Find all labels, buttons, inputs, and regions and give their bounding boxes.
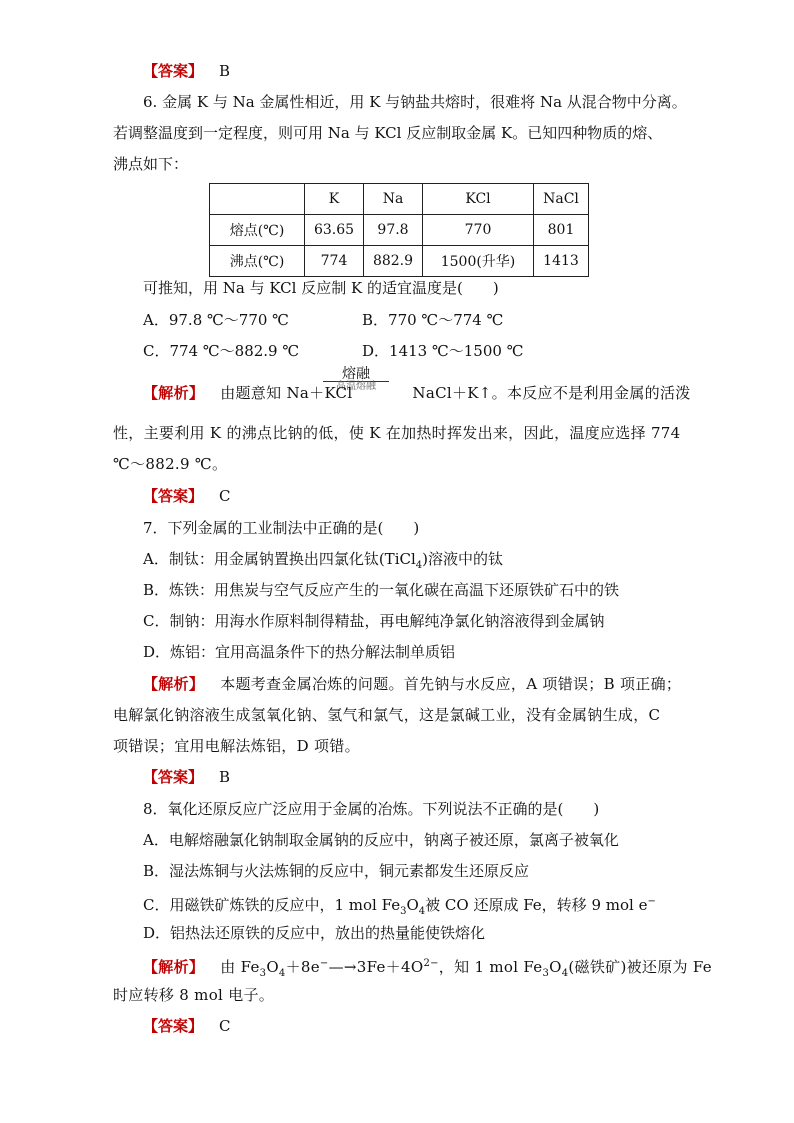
option-b: B．炼铁：用焦炭与空气反应产生的一氧化碳在高温下还原铁矿石中的铁 [143,581,620,599]
table-cell: 1413 [534,246,589,277]
analysis-6-line-3: ℃～882.9 ℃。 [113,455,228,473]
question-6-text: 6. 金属 K 与 Na 金属性相近，用 K 与钠盐共熔时，很难将 Na 从混合物中分离。 [143,93,687,111]
option-a [143,548,503,577]
option-text: O [406,896,419,914]
analysis-text: (磁铁矿)被还原为 Fe [568,958,712,976]
option-text: )溶液中的钛 [422,550,503,568]
analysis-text: NaCl＋K↑。本反应不是利用金属的活泼 [412,384,691,402]
table-row [210,246,589,277]
analysis-7-line-1 [143,673,681,695]
option-d: D．1413 ℃～1500 ℃ [362,342,524,360]
superscript: − [647,896,656,907]
question-6-stem: 可推知，用 Na 与 KCl 反应制 K 的适宜温度是( ) [143,279,499,297]
option-c: C．制钠：用海水作原料制得精盐，再电解纯净氯化钠溶液得到金属钠 [143,612,605,630]
answer-value: B [219,62,231,80]
analysis-text: 本题考查金属冶炼的问题。首先钠与水反应，A 项错误；B 项正确； [220,675,682,693]
subscript: 3 [542,968,550,979]
table-cell: 882.9 [364,246,423,277]
option-c: C．774 ℃～882.9 ℃ [143,342,300,360]
table-cell: 97.8 [364,215,423,246]
analysis-7-line-2: 电解氯化钠溶液生成氢氧化钠、氢气和氯气，这是氯碱工业，没有金属钠生成，C [113,706,661,724]
question-7-stem: 7．下列金属的工业制法中正确的是( ) [143,519,420,537]
answer-value: B [219,768,231,786]
analysis-text: ＋8e [285,958,320,976]
table-cell: 770 [423,215,534,246]
analysis-8-line-1 [143,953,712,985]
option-c [143,891,656,923]
option-d: D．炼铝：宜用高温条件下的热分解法制单质铝 [143,643,456,661]
answer-tag: 【答案】 [143,62,204,80]
option-a: A．电解熔融氯化钠制取金属钠的反应中，钠离子被还原，氯离子被氧化 [143,831,619,849]
table-row [210,215,589,246]
analysis-text: O [266,958,279,976]
table-cell: 63.65 [305,215,364,246]
subscript: 4 [415,560,423,571]
option-d: D．铝热法还原铁的反应中，放出的热量能使铁熔化 [143,924,486,942]
condition-bottom-label: 高温熔融 [323,381,389,392]
superscript: − [319,958,329,969]
table-cell: NaCl [534,184,589,215]
analysis-8-line-2: 时应转移 8 mol 电子。 [113,986,275,1004]
answer-value: C [219,487,231,505]
analysis-tag: 【解析】 [143,384,205,402]
option-b: B．湿法炼铜与火法炼铜的反应中，铜元素都发生还原反应 [143,862,530,880]
subscript: 4 [278,968,286,979]
table-cell: 沸点(℃) [210,246,305,277]
answer-line [143,485,231,507]
analysis-6-line-2: 性，主要利用 K 的沸点比钠的低，使 K 在加热时挥发出来，因此，温度应选择 774 [113,424,681,442]
answer-tag: 【答案】 [143,487,204,505]
analysis-tag: 【解析】 [143,958,205,976]
table-cell: 熔点(℃) [210,215,305,246]
table-cell: KCl [423,184,534,215]
answer-tag: 【答案】 [143,1017,204,1035]
subscript: 3 [259,968,267,979]
answer-value: C [219,1017,231,1035]
analysis-text: ，知 1 mol Fe [438,958,543,976]
option-a: A．97.8 ℃～770 ℃ [143,311,289,329]
answer-line [143,766,230,788]
answer-tag: 【答案】 [143,768,204,786]
melting-boiling-table [209,183,589,277]
subscript: 4 [561,968,569,979]
question-8-stem: 8．氧化还原反应广泛应用于金属的冶炼。下列说法不正确的是( ) [143,800,600,818]
analysis-text: O [549,958,562,976]
table-cell: Na [364,184,423,215]
analysis-6-line-1 [143,382,691,404]
analysis-text: 由题意知 Na＋KCl [220,384,353,402]
option-text: C．用磁铁矿炼铁的反应中，1 mol Fe [143,896,401,914]
question-6-text: 沸点如下： [113,155,189,173]
table-cell: K [305,184,364,215]
option-b: B．770 ℃～774 ℃ [362,311,504,329]
analysis-text: 由 Fe [220,958,260,976]
subscript: 3 [400,906,407,917]
subscript: 4 [418,906,426,917]
answer-line [143,1015,231,1037]
option-text: 被 CO 还原成 Fe，转移 9 mol e [425,896,648,914]
table-cell: 774 [305,246,364,277]
condition-top-label: 熔融 [342,366,370,382]
table-cell: 801 [534,215,589,246]
analysis-7-line-3: 项错误；宜用电解法炼铝，D 项错。 [113,737,360,755]
table-cell [210,184,305,215]
answer-line [143,60,230,82]
option-text: A．制钛：用金属钠置换出四氯化钛(TiCl [143,550,416,568]
table-cell: 1500(升华) [423,246,534,277]
analysis-text: —→3Fe＋4O [328,958,424,976]
superscript: 2− [423,958,439,969]
question-6-text: 若调整温度到一定程度，则可用 Na 与 KCl 反应制取金属 K。已知四种物质的熔、 [113,124,663,142]
table-header-row [210,184,589,215]
analysis-tag: 【解析】 [143,675,205,693]
